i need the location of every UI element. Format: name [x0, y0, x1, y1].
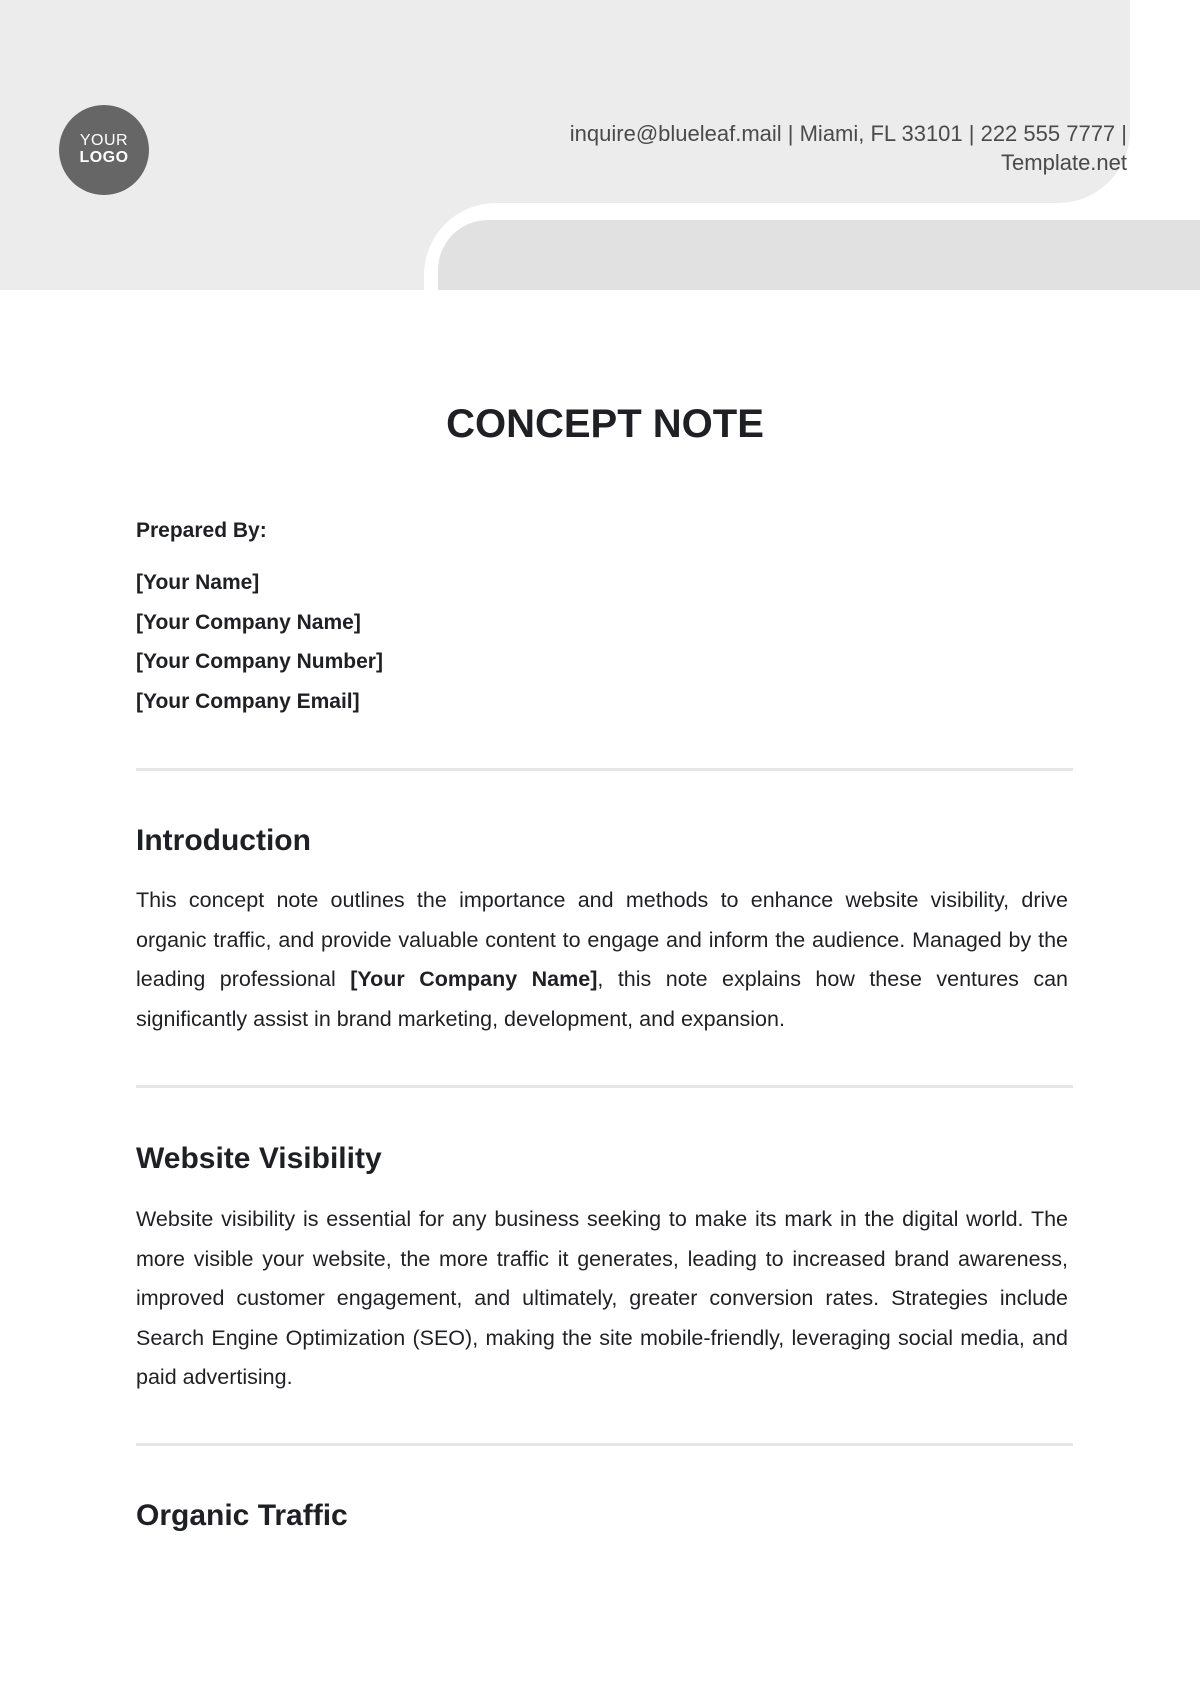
contact-line-2: Template.net — [1001, 150, 1127, 175]
document-title: CONCEPT NOTE — [446, 402, 764, 446]
contact-info — [487, 119, 1127, 177]
divider — [136, 768, 1073, 771]
prepared-by-list — [136, 568, 383, 726]
introduction-company-name: [Your Company Name] — [350, 967, 598, 991]
introduction-paragraph — [136, 881, 1068, 1039]
logo-text-logo: LOGO — [79, 149, 129, 166]
section-heading-organic-traffic: Organic Traffic — [136, 1499, 348, 1532]
prepared-by-company-number: [Your Company Number] — [136, 650, 383, 673]
section-heading-website-visibility: Website Visibility — [136, 1142, 382, 1175]
website-visibility-paragraph: Website visibility is essential for any business seeking to make its mark in the digital world. The more visible your website, the more traffic it generates, leading to increased brand awareness, improved customer engagement, and ultimately, greater conversion rates. Strategies include Search Engine Optimization (SEO), making the site mobile-friendly, leveraging social media, and paid advertising. — [136, 1207, 1068, 1389]
section-heading-introduction: Introduction — [136, 824, 311, 857]
prepared-by-name: [Your Name] — [136, 571, 260, 594]
logo-text-your: YOUR — [79, 132, 129, 150]
prepared-by-company-email: [Your Company Email] — [136, 689, 360, 713]
company-logo — [59, 105, 149, 195]
prepared-by-label: Prepared By: — [136, 519, 267, 542]
introduction-text-end: , this note explains how these ventures can significantly assist in brand marketing, development, and expansion. — [136, 967, 1068, 1031]
divider — [136, 1443, 1073, 1446]
prepared-by-company-name: [Your Company Name] — [136, 610, 361, 634]
contact-line-1: inquire@blueleaf.mail | Miami, FL 33101 | 222 555 7777 | — [569, 121, 1127, 146]
divider — [136, 1085, 1073, 1088]
introduction-text-start: This concept note outlines the importance and methods to enhance website visibility, drive organic traffic, and provide valuable content to engage and inform the audience. Managed by the leading professional — [136, 888, 1068, 991]
